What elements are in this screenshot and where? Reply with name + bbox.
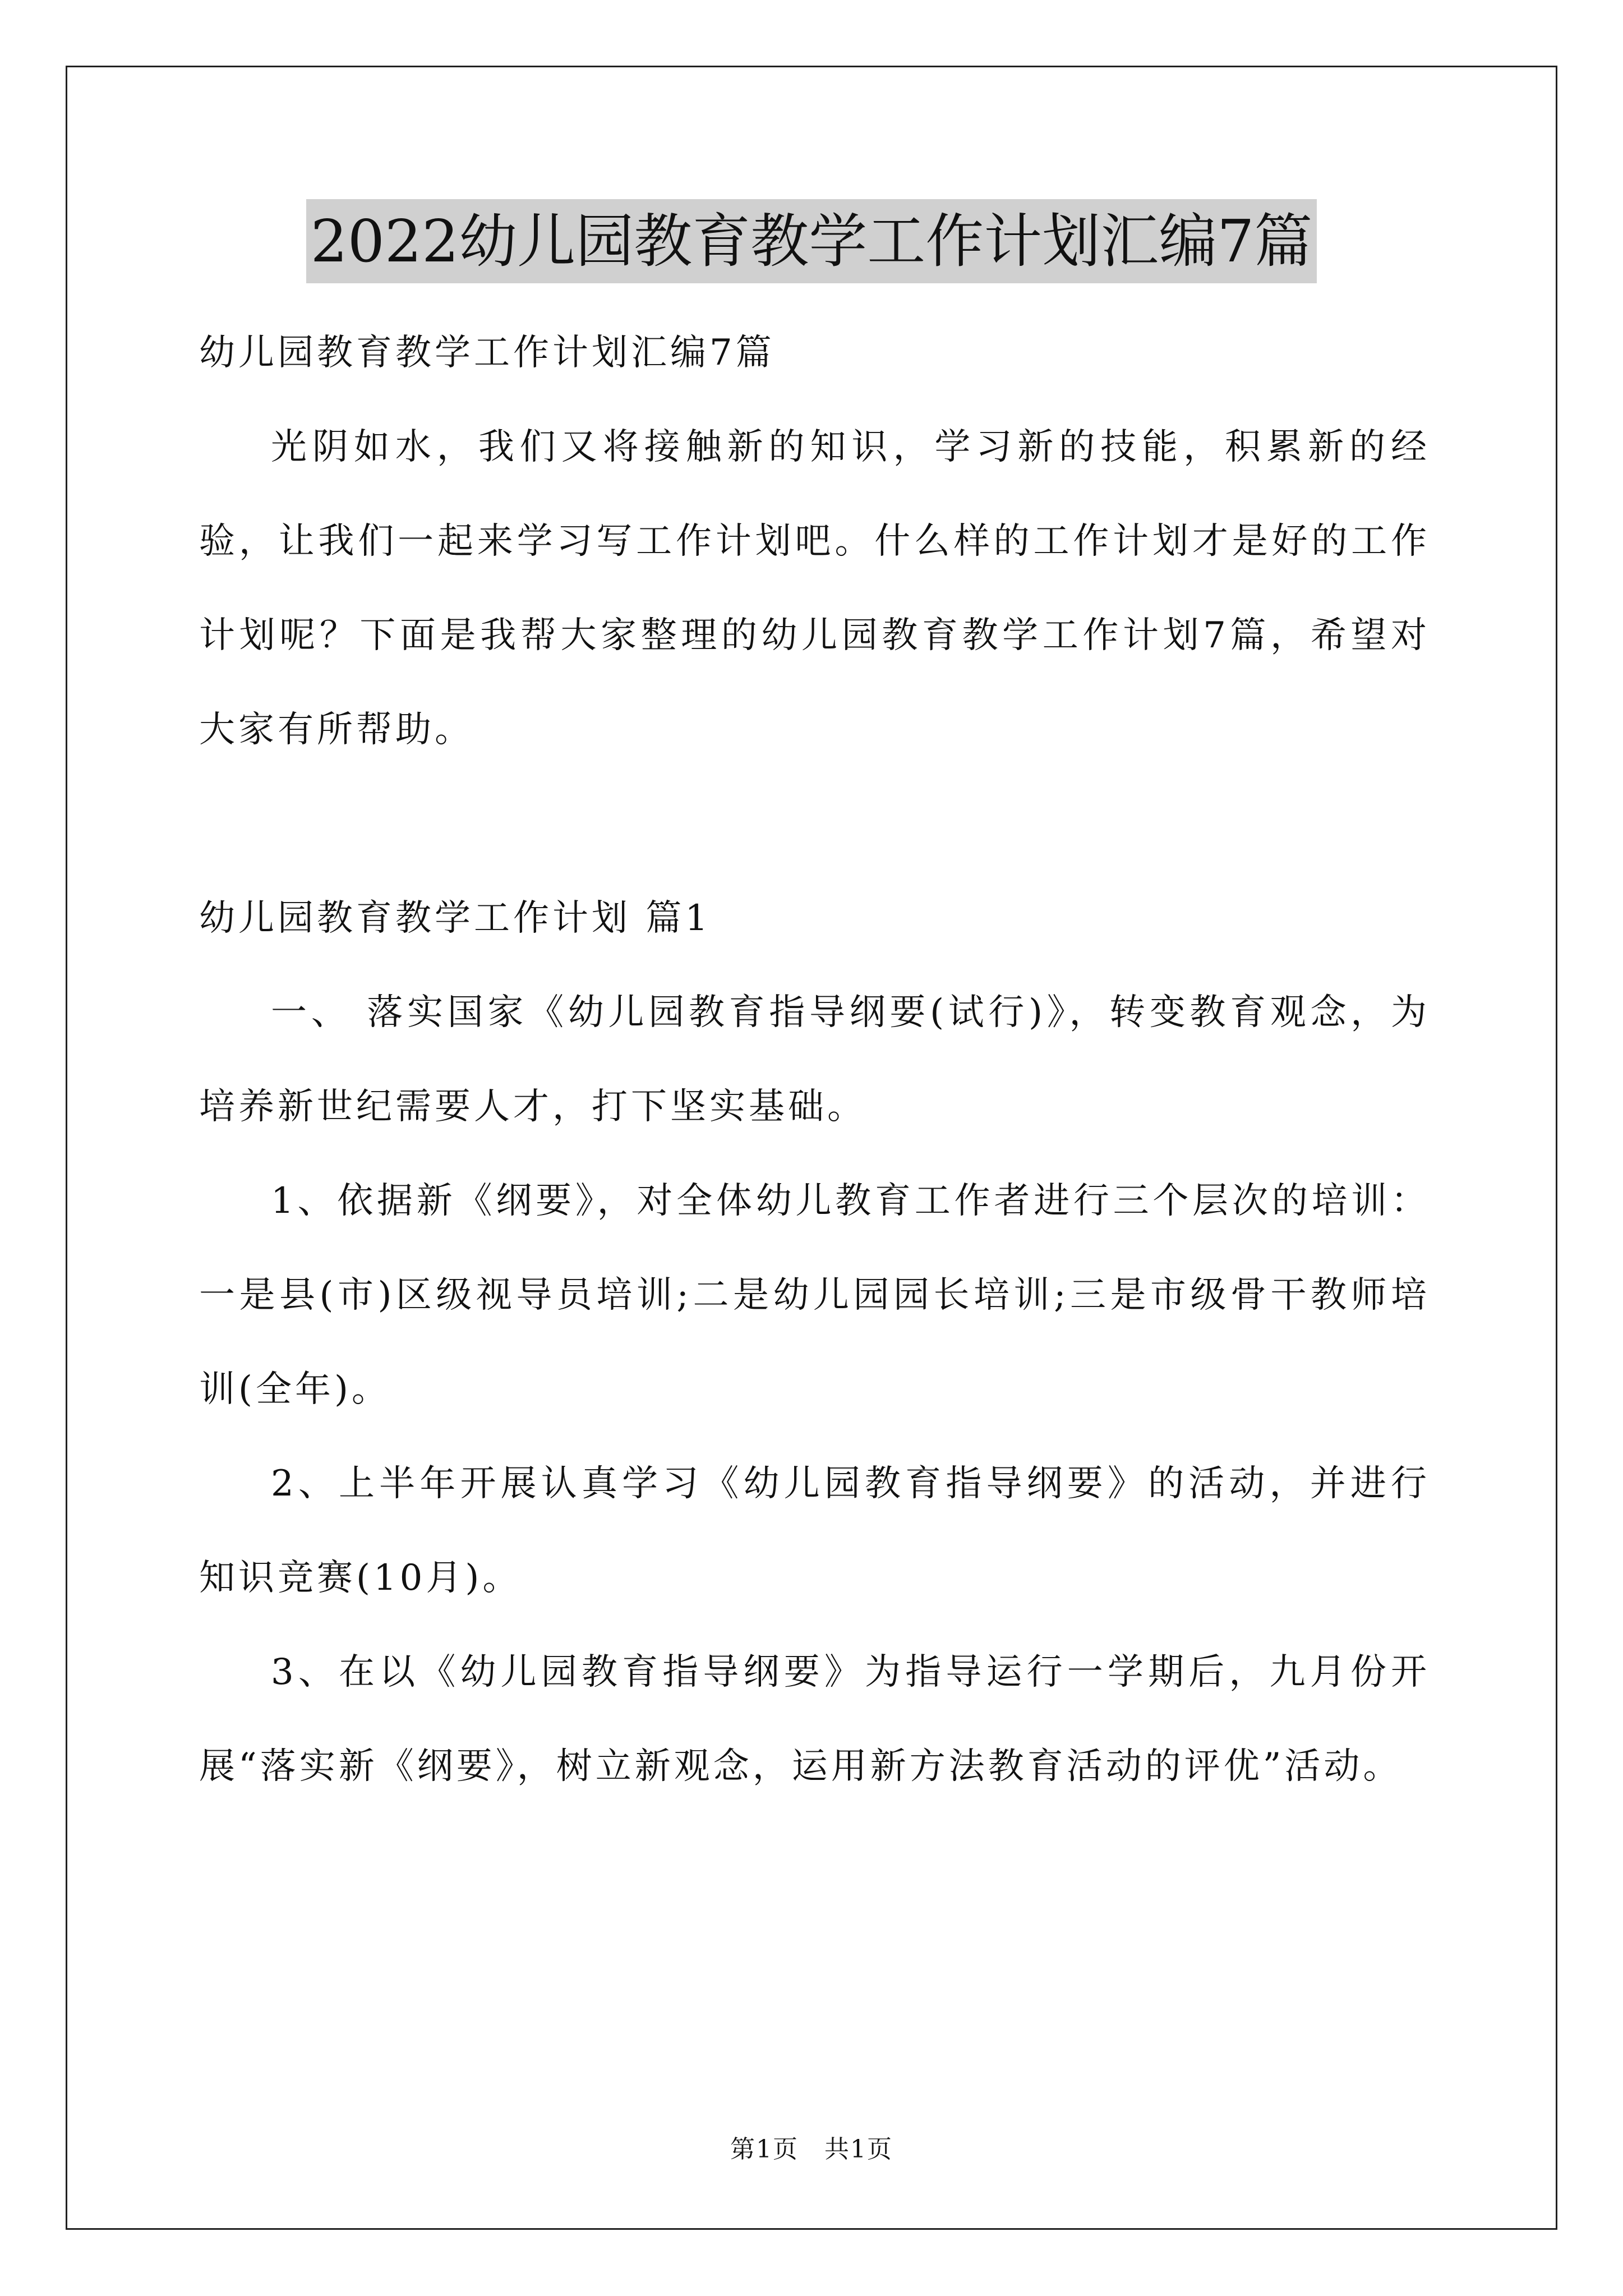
paragraph-1: 一、 落实国家《幼儿园教育指导纲要(试行)》，转变教育观念，为培养新世纪需要人才，打下坚实基础。 (199, 992, 1430, 1128)
page-footer (0, 2129, 1623, 2165)
paragraph-4: 3、在以《幼儿园教育指导纲要》为指导运行一学期后，九月份开展“落实新《纲要》，树立新观念，运用新方法教育活动的评优”活动。 (199, 1651, 1430, 1787)
document-title: 2022幼儿园教育教学工作计划汇编7篇 (306, 199, 1317, 283)
document-subtitle: 幼儿园教育教学工作计划汇编7篇 (199, 332, 775, 374)
page-number-label: 第1页 共1页 (730, 2135, 893, 2164)
paragraph-2: 1、依据新《纲要》，对全体幼儿教育工作者进行三个层次的培训：一是县(市)区级视导员培训;二是幼儿园园长培训;三是市级骨干教师培训(全年)。 (199, 1180, 1430, 1410)
section-spacer (199, 777, 1430, 871)
title-wrap (0, 199, 1623, 283)
intro-paragraph: 光阴如水，我们又将接触新的知识，学习新的技能，积累新的经验，让我们一起来学习写工作计划吧。什么样的工作计划才是好的工作计划呢？下面是我帮大家整理的幼儿园教育教学工作计划7篇，希望对大家有所帮助。 (199, 426, 1430, 751)
document-body (199, 306, 1430, 1814)
paragraph-3: 2、上半年开展认真学习《幼儿园教育指导纲要》的活动，并进行知识竞赛(10月)。 (199, 1463, 1430, 1599)
section-heading: 幼儿园教育教学工作计划 篇1 (199, 898, 712, 939)
